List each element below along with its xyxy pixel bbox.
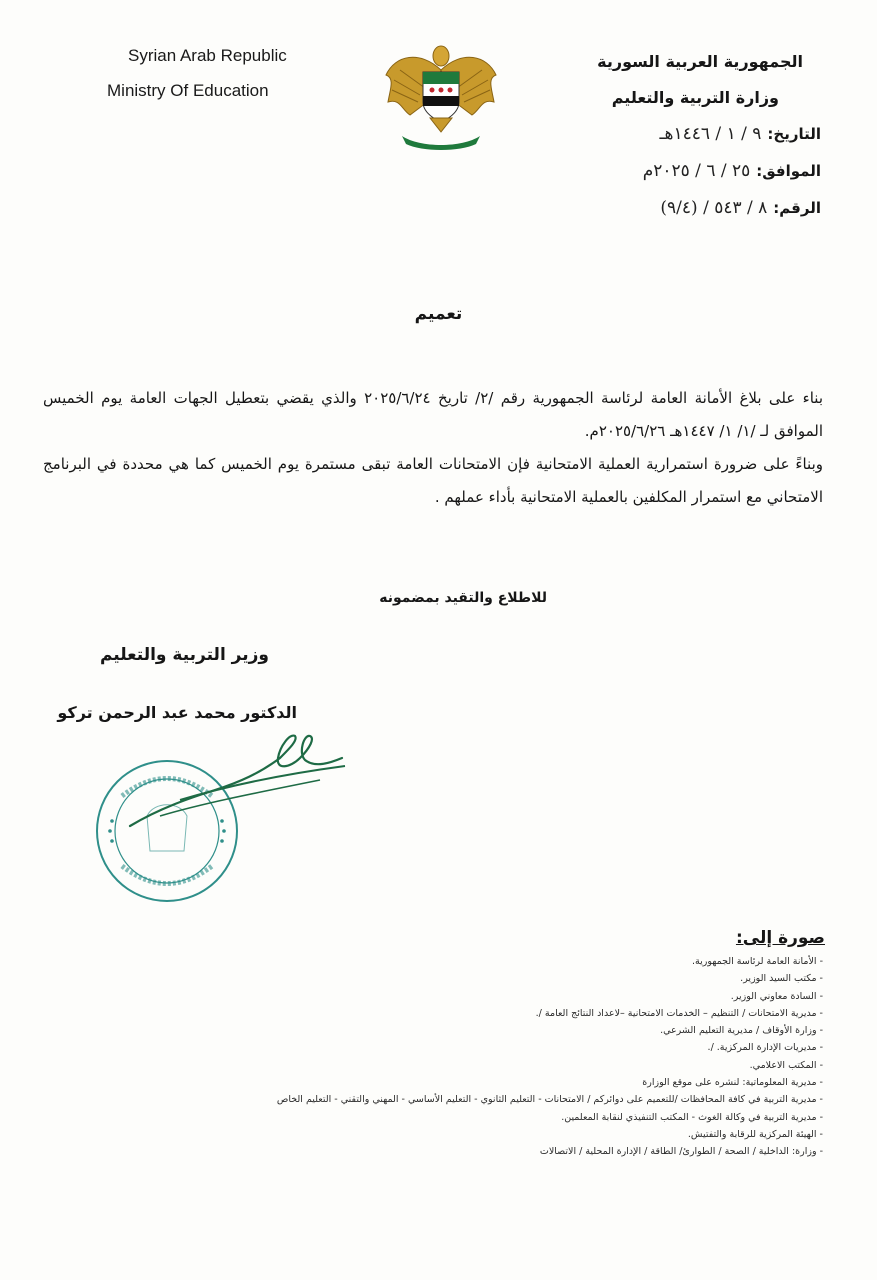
list-item: - مديرية المعلوماتية: لنشره على موقع الوزارة <box>642 1077 823 1089</box>
arabic-country-name: الجمهورية العربية السورية <box>597 52 803 71</box>
list-item: - مديرية التربية في كافة المحافظات /للتعميم على دوائركم / الامتحانات - التعليم الثانوي - التعليم الأساسي - المهني والتقني - التعليم الخاص <box>276 1094 823 1106</box>
reference-number-row <box>660 198 821 218</box>
arabic-ministry-name: وزارة التربية والتعليم <box>611 88 779 107</box>
list-item: - وزارة الأوقاف / مديرية التعليم الشرعي. <box>660 1025 823 1037</box>
list-item: - السادة معاوني الوزير. <box>730 990 823 1002</box>
minister-title: وزير التربية والتعليم <box>99 645 269 665</box>
body-paragraph-2: وبناءً على ضرورة استمرارية العملية الامتحانية فإن الامتحانات العامة تبقى مستمرة يوم الخميس كما هي محددة في البرنامج الامتحاني مع استمرار المكلفين بالعملية الامتحانية بأداء عملهم . <box>43 455 823 506</box>
syrian-eagle-emblem-icon <box>380 40 502 152</box>
copy-to-label: صورة إلى: <box>735 928 825 948</box>
document-title: تعميم <box>414 304 463 324</box>
list-item: - وزارة: الداخلية / الصحة / الطوارئ/ الطاقة / الإدارة المحلية / الاتصالات <box>539 1146 823 1158</box>
list-item: - مكتب السيد الوزير. <box>740 973 823 985</box>
list-item: - مديرية التربية في وكالة الغوث - المكتب التنفيذي لنقابة المعلمين. <box>561 1111 823 1123</box>
gregorian-date-row <box>643 161 821 181</box>
list-item: - المكتب الاعلامي. <box>749 1059 823 1071</box>
hijri-date-value: ٩ / ١ / ١٤٤٦هـ <box>659 124 762 144</box>
handwritten-signature-icon <box>120 728 350 838</box>
compliance-note: للاطلاع والتقيد بمضمونه <box>379 590 547 606</box>
minister-name: الدكتور محمد عبد الرحمن تركو <box>57 703 297 722</box>
gregorian-date-label: الموافق: <box>756 162 821 180</box>
english-ministry-name: Ministry Of Education <box>107 81 269 100</box>
list-item: - الهيئة المركزية للرقابة والتفتيش. <box>687 1128 823 1140</box>
list-item: - مديرية الامتحانات / التنظيم – الخدمات الامتحانية –لاعداد النتائج العامة /. <box>535 1007 823 1019</box>
list-item: - مديريات الإدارة المركزية. /. <box>707 1042 823 1054</box>
english-country-name: Syrian Arab Republic <box>128 46 287 65</box>
list-item: - الأمانة العامة لرئاسة الجمهورية. <box>692 956 823 967</box>
reference-number-label: الرقم: <box>773 199 821 217</box>
body-paragraph-1: بناء على بلاغ الأمانة العامة لرئاسة الجمهورية رقم /٢/ تاريخ ٢٠٢٥/٦/٢٤ والذي يقضي بتعطيل الجهات العامة يوم الخميس الموافق لـ /١/ ١/ ١٤٤٧هـ ٢٠٢٥/٦/٢٦م. <box>43 389 823 440</box>
gregorian-date-value: ٢٥ / ٦ / ٢٠٢٥م <box>642 161 751 181</box>
hijri-date-row <box>660 124 821 144</box>
copy-to-list <box>277 953 823 1161</box>
hijri-date-label: التاريخ: <box>767 125 821 143</box>
reference-number-value: ٨ / ٥٤٣ / (٩/٤) <box>660 198 768 218</box>
circular-body <box>43 382 823 514</box>
